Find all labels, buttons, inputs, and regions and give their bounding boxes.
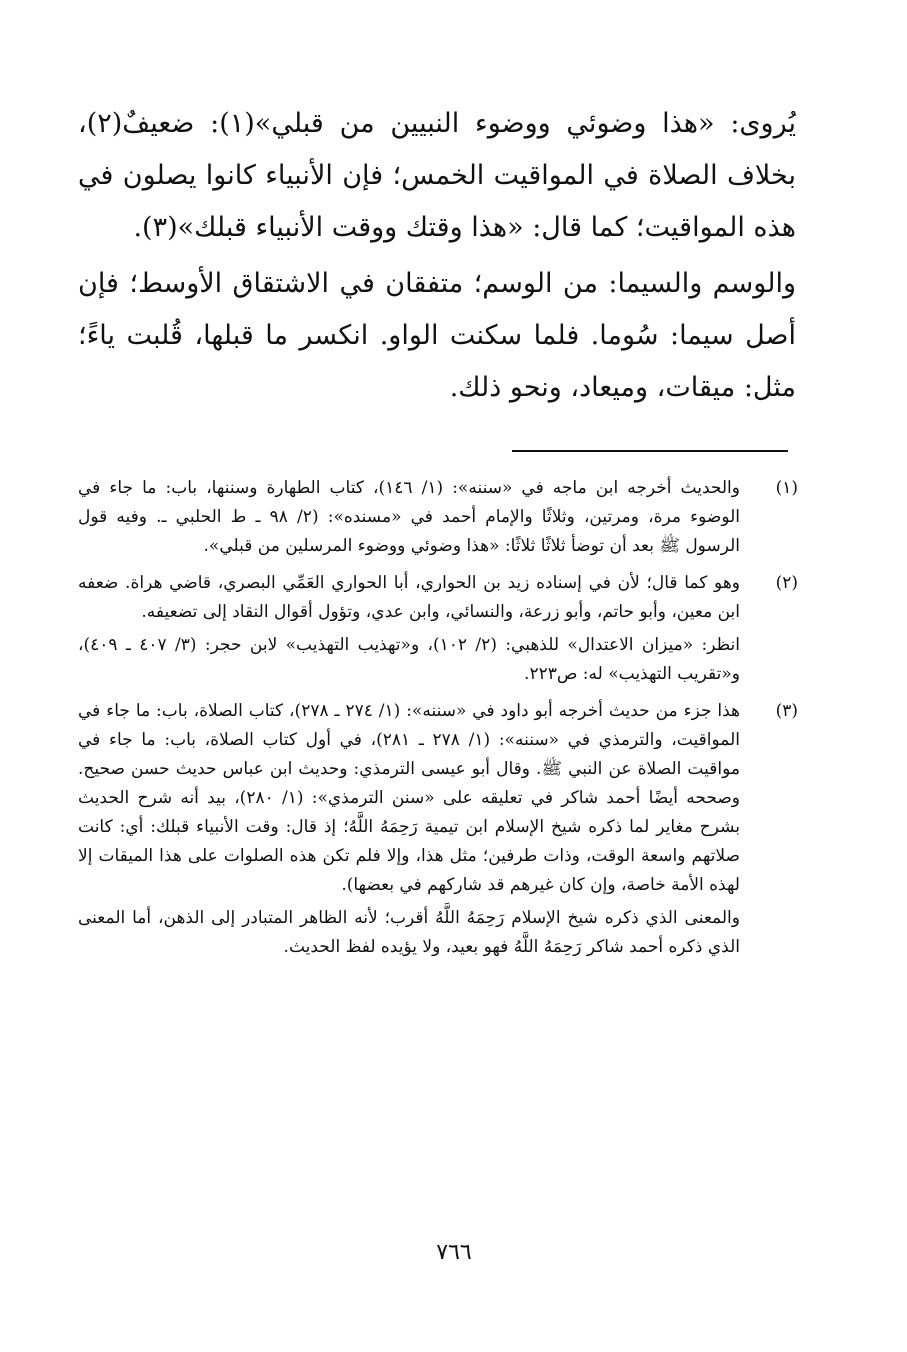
footnote-paragraph: هذا جزء من حديث أخرجه أبو داود في «سننه»: (١/ ٢٧٤ ـ ٢٧٨)، كتاب الصلاة، باب: ما جاء في المواقيت، والترمذي في «سننه»: (١/ ٢٧٨ ـ ٢٨١)، في أول كتاب الصلاة، باب: ما جاء في مواقيت الصلاة عن النبي ﷺ. وقال أبو عيسى الترمذي: وحديث ابن عباس حديث حسن صحيح. وصححه أيضًا أحمد شاكر في تعليقه على «سنن الترمذي»: (١/ ٢٨٠)، بيد أنه شرح الحديث بشرح مغاير لما ذكره شيخ الإسلام ابن تيمية رَحِمَهُ اللَّهُ؛ إذ قال: وقت الأنبياء قبلك: أي: كانت صلاتهم واسعة الوقت، وذات طرفين؛ مثل هذا، وإلا فلم تكن هذه الصلوات على هذا الميقات إلا لهذه الأمة خاصة، وإن كان غيرهم قد شاركهم في بعضها). [78,701,740,895]
footnote-1 [78,474,798,565]
footnote-number: (٢) [775,573,798,593]
footnote-separator [512,450,788,452]
footnote-body [78,474,740,565]
footnote-paragraph: انظر: «ميزان الاعتدال» للذهبي: (٢/ ١٠٢)، و«تهذيب التهذيب» لابن حجر: (٣/ ٤٠٧ ـ ٤٠٩)، و«تقريب التهذيب» له: ص٢٢٣. [78,635,740,684]
footnote-paragraph: والمعنى الذي ذكره شيخ الإسلام رَحِمَهُ اللَّهُ أقرب؛ لأنه الظاهر المتبادر إلى الذهن، أما المعنى الذي ذكره أحمد شاكر رَحِمَهُ اللَّهُ فهو بعيد، ولا يؤيده لفظ الحديث. [78,908,740,957]
footnote-paragraph: وهو كما قال؛ لأن في إسناده زيد بن الحواري، أبا الحواري العَمِّي البصري، قاضي هراة. ضعفه ابن معين، وأبو حاتم، وأبو زرعة، والنسائي، وابن عدي، وتؤول أقوال النقاد إلى تضعيفه. [78,573,740,622]
footnote-3 [78,697,798,966]
footnotes [78,474,798,970]
footnote-2 [78,569,798,693]
footnote-body [78,697,740,966]
footnote-number: (٣) [775,701,798,721]
footnote-body [78,569,740,693]
main-paragraph: يُروى: «هذا وضوئي ووضوء النبيين من قبلي»(١): ضعيفٌ(٢)، بخلاف الصلاة في المواقيت الخمس؛ فإن الأنبياء كانوا يصلون في هذه المواقيت؛ كما قال: «هذا وقتك ووقت الأنبياء قبلك»(٣). [78,108,797,243]
main-paragraph: والوسم والسيما: من الوسم؛ متفقان في الاشتقاق الأوسط؛ فإن أصل سيما: سُوما. فلما سكنت الواو. انكسر ما قبلها، قُلبت ياءً؛ مثل: ميقات، وميعاد، ونحو ذلك. [78,268,796,403]
main-text [78,98,796,418]
footnote-paragraph: والحديث أخرجه ابن ماجه في «سننه»: (١/ ١٤٦)، كتاب الطهارة وسننها، باب: ما جاء في الوضوء مرة، ومرتين، وثلاثًا والإمام أحمد في «مسنده»: (٢/ ٩٨ ـ ط الحلبي ـ. وفيه قول الرسول ﷺ بعد أن توضأ ثلاثًا ثلاثًا: «هذا وضوئي ووضوء المرسلين من قبلي». [78,478,741,556]
footnote-number: (١) [775,478,798,498]
page-number: ٧٦٦ [436,1240,472,1265]
